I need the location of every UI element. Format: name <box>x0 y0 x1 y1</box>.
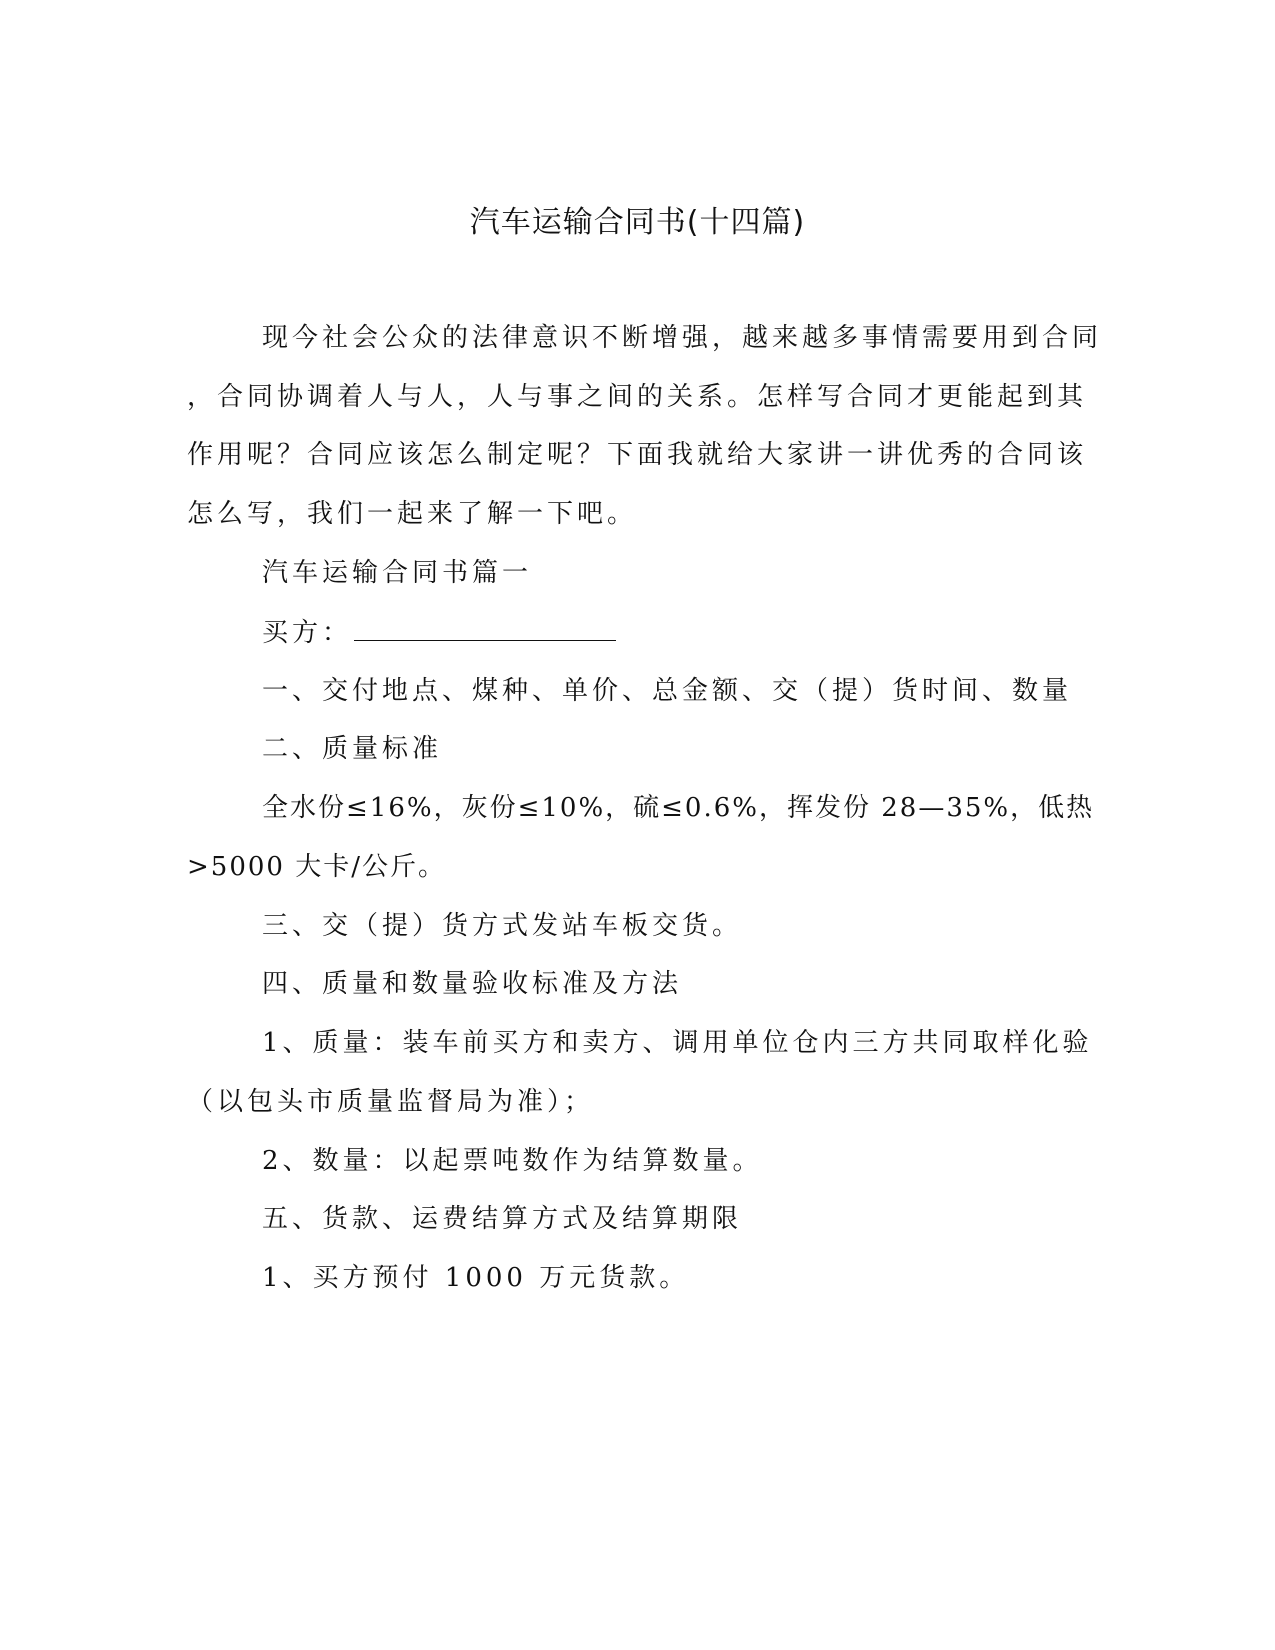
document-title: 汽车运输合同书(十四篇) <box>469 205 806 240</box>
buyer-line <box>262 614 616 651</box>
intro-line-1: 现今社会公众的法律意识不断增强，越来越多事情需要用到合同 <box>262 323 1103 353</box>
buyer-blank-field <box>354 614 616 641</box>
item-4-1-line-2: （以包头市质量监督局为准）； <box>187 1087 595 1117</box>
item-4-1-line-1: 1、质量：装车前买方和卖方、调用单位仓内三方共同取样化验 <box>262 1028 1093 1058</box>
intro-line-3: 作用呢？合同应该怎么制定呢？下面我就给大家讲一讲优秀的合同该 <box>187 440 1088 470</box>
intro-line-4: 怎么写，我们一起来了解一下吧。 <box>187 499 638 529</box>
quality-line-2: >5000 大卡/公斤。 <box>187 852 446 882</box>
item-5-1: 1、买方预付 1000 万元货款。 <box>262 1263 690 1293</box>
clause-3: 三、交（提）货方式发站车板交货。 <box>262 911 743 941</box>
quality-line-1: 全水份≤16%，灰份≤10%，硫≤0.6%，挥发份 28—35%，低热 <box>262 793 1095 823</box>
item-4-2: 2、数量：以起票吨数作为结算数量。 <box>262 1146 763 1176</box>
section-heading: 汽车运输合同书篇一 <box>262 558 533 588</box>
clause-2: 二、质量标准 <box>262 734 443 764</box>
clause-4: 四、质量和数量验收标准及方法 <box>262 969 683 999</box>
buyer-label: 买方： <box>262 618 353 648</box>
clause-1: 一、交付地点、煤种、单价、总金额、交（提）货时间、数量 <box>262 676 1073 706</box>
clause-5: 五、货款、运费结算方式及结算期限 <box>262 1204 743 1234</box>
intro-line-2: ，合同协调着人与人，人与事之间的关系。怎样写合同才更能起到其 <box>187 382 1088 412</box>
